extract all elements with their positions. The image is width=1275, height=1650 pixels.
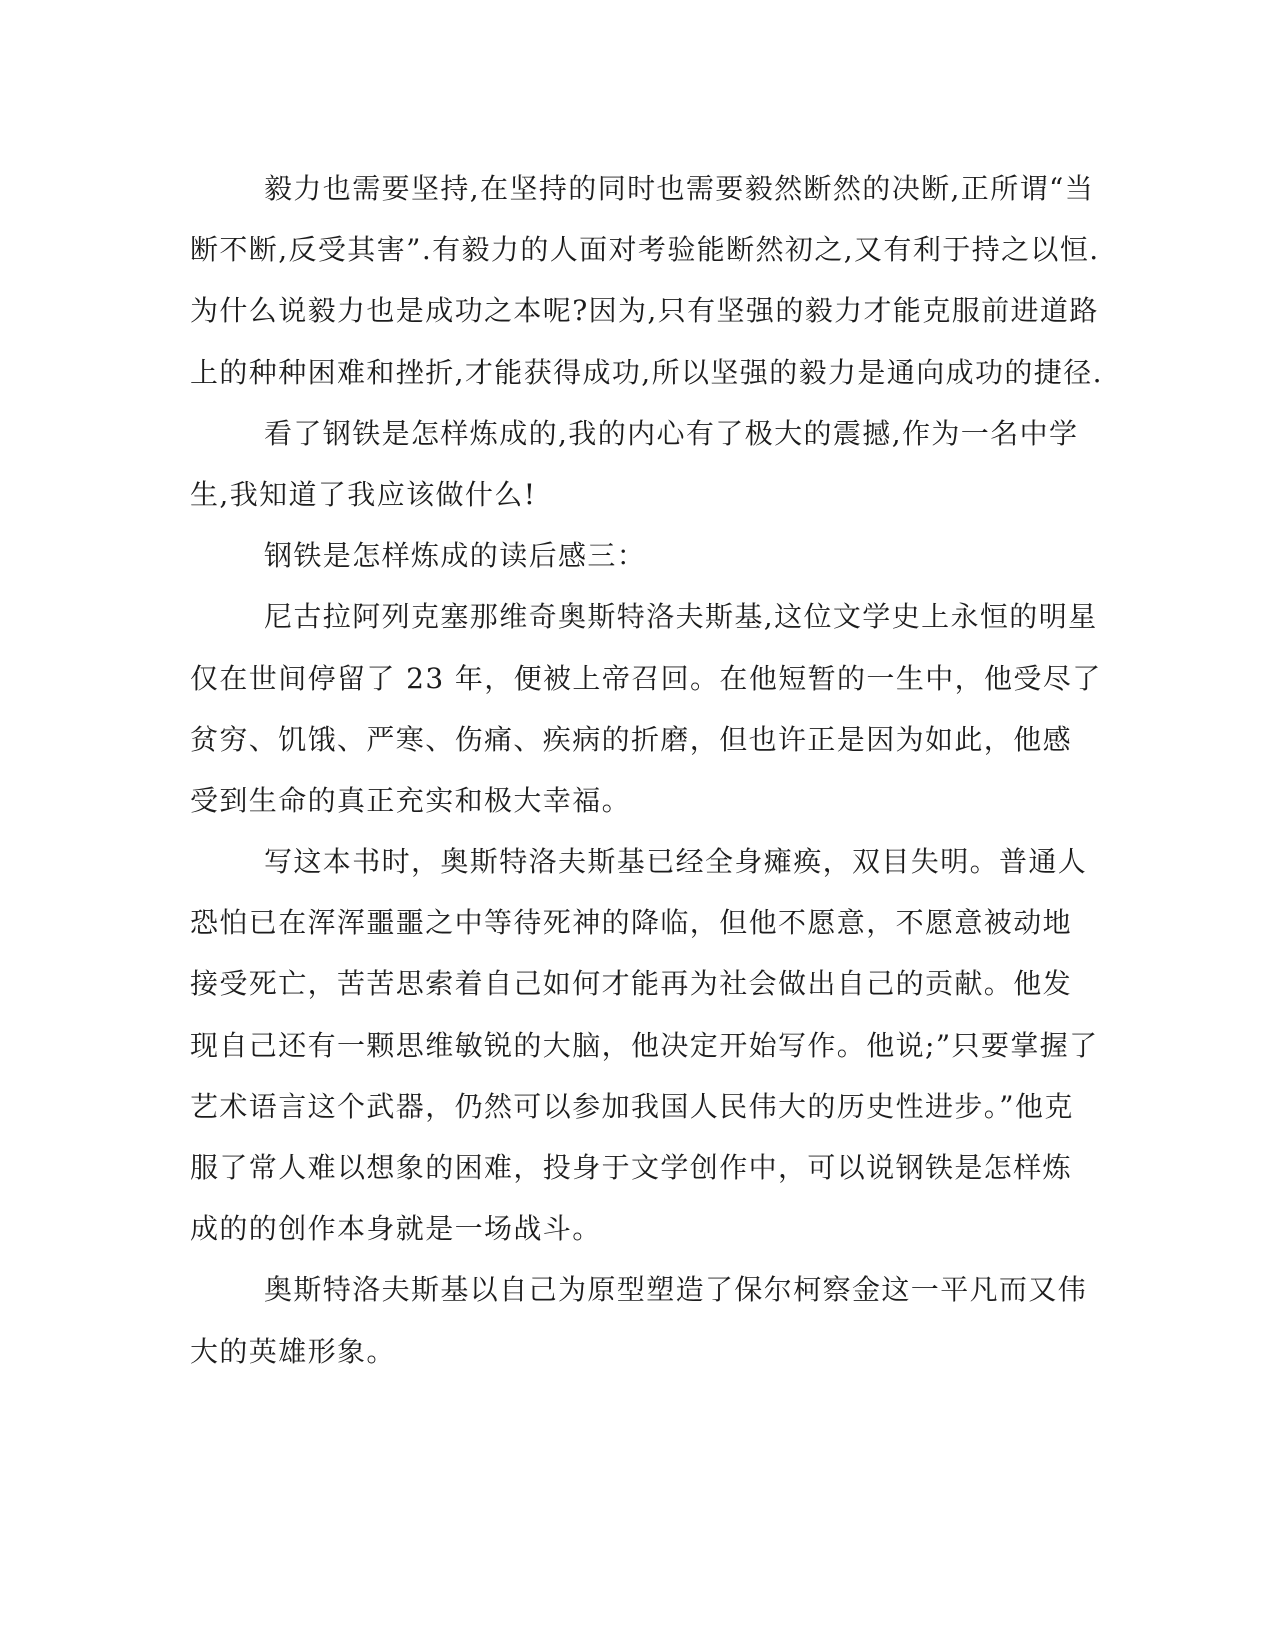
paragraph-hero-image <box>190 1259 1090 1381</box>
text-line: 成的的创作本身就是一场战斗。 <box>190 1212 602 1246</box>
text-line: 受到生命的真正充实和极大幸福。 <box>190 783 632 817</box>
paragraph-perseverance <box>190 158 1103 403</box>
text-line: 服了常人难以想象的困难，投身于文学创作中，可以说钢铁是怎样炼 <box>190 1151 1073 1184</box>
paragraph-reflection <box>190 403 1090 525</box>
text-line: 生,我知道了我应该做什么! <box>190 477 537 511</box>
text-line: 毅力也需要坚持,在坚持的同时也需要毅然断然的决断,正所谓“当 <box>264 172 1095 205</box>
paragraph-author-life <box>190 586 1102 831</box>
text-line: 尼古拉阿列克塞那维奇奥斯特洛夫斯基,这位文学史上永恒的明星 <box>264 600 1098 634</box>
text-line: 为什么说毅力也是成功之本呢?因为,只有坚强的毅力才能克服前进道路 <box>190 294 1099 328</box>
section-heading-text: 钢铁是怎样炼成的读后感三： <box>264 539 647 573</box>
text-line: 奥斯特洛夫斯基以自己为原型塑造了保尔柯察金这一平凡而又伟 <box>264 1273 1088 1307</box>
document-page <box>190 158 1103 1382</box>
text-line: 上的种种困难和挫折,才能获得成功,所以坚强的毅力是通向成功的捷径. <box>190 355 1103 389</box>
text-line: 贫穷、饥饿、严寒、伤痛、疾病的折磨，但也许正是因为如此，他感 <box>190 722 1073 756</box>
text-line: 断不断,反受其害”.有毅力的人面对考验能断然初之,又有利于持之以恒. <box>190 233 1100 267</box>
text-line: 看了钢铁是怎样炼成的,我的内心有了极大的震撼,作为一名中学 <box>264 416 1079 450</box>
text-line: 艺术语言这个武器，仍然可以参加我国人民伟大的历史性进步。”他克 <box>190 1089 1074 1123</box>
text-line: 现自己还有一颗思维敏锐的大脑，他决定开始写作。他说;”只要掌握了 <box>190 1028 1099 1062</box>
text-line: 大的英雄形象。 <box>190 1334 396 1368</box>
text-line: 写这本书时，奥斯特洛夫斯基已经全身瘫痪，双目失明。普通人 <box>264 845 1088 879</box>
text-line: 恐怕已在浑浑噩噩之中等待死神的降临，但他不愿意，不愿意被动地 <box>190 906 1073 940</box>
section-heading <box>190 525 1090 586</box>
text-line: 仅在世间停留了 23 年，便被上帝召回。在他短暂的一生中，他受尽了 <box>190 661 1102 695</box>
paragraph-writing-struggle <box>190 831 1099 1259</box>
text-line: 接受死亡，苦苦思索着自己如何才能再为社会做出自己的贡献。他发 <box>190 967 1073 1001</box>
